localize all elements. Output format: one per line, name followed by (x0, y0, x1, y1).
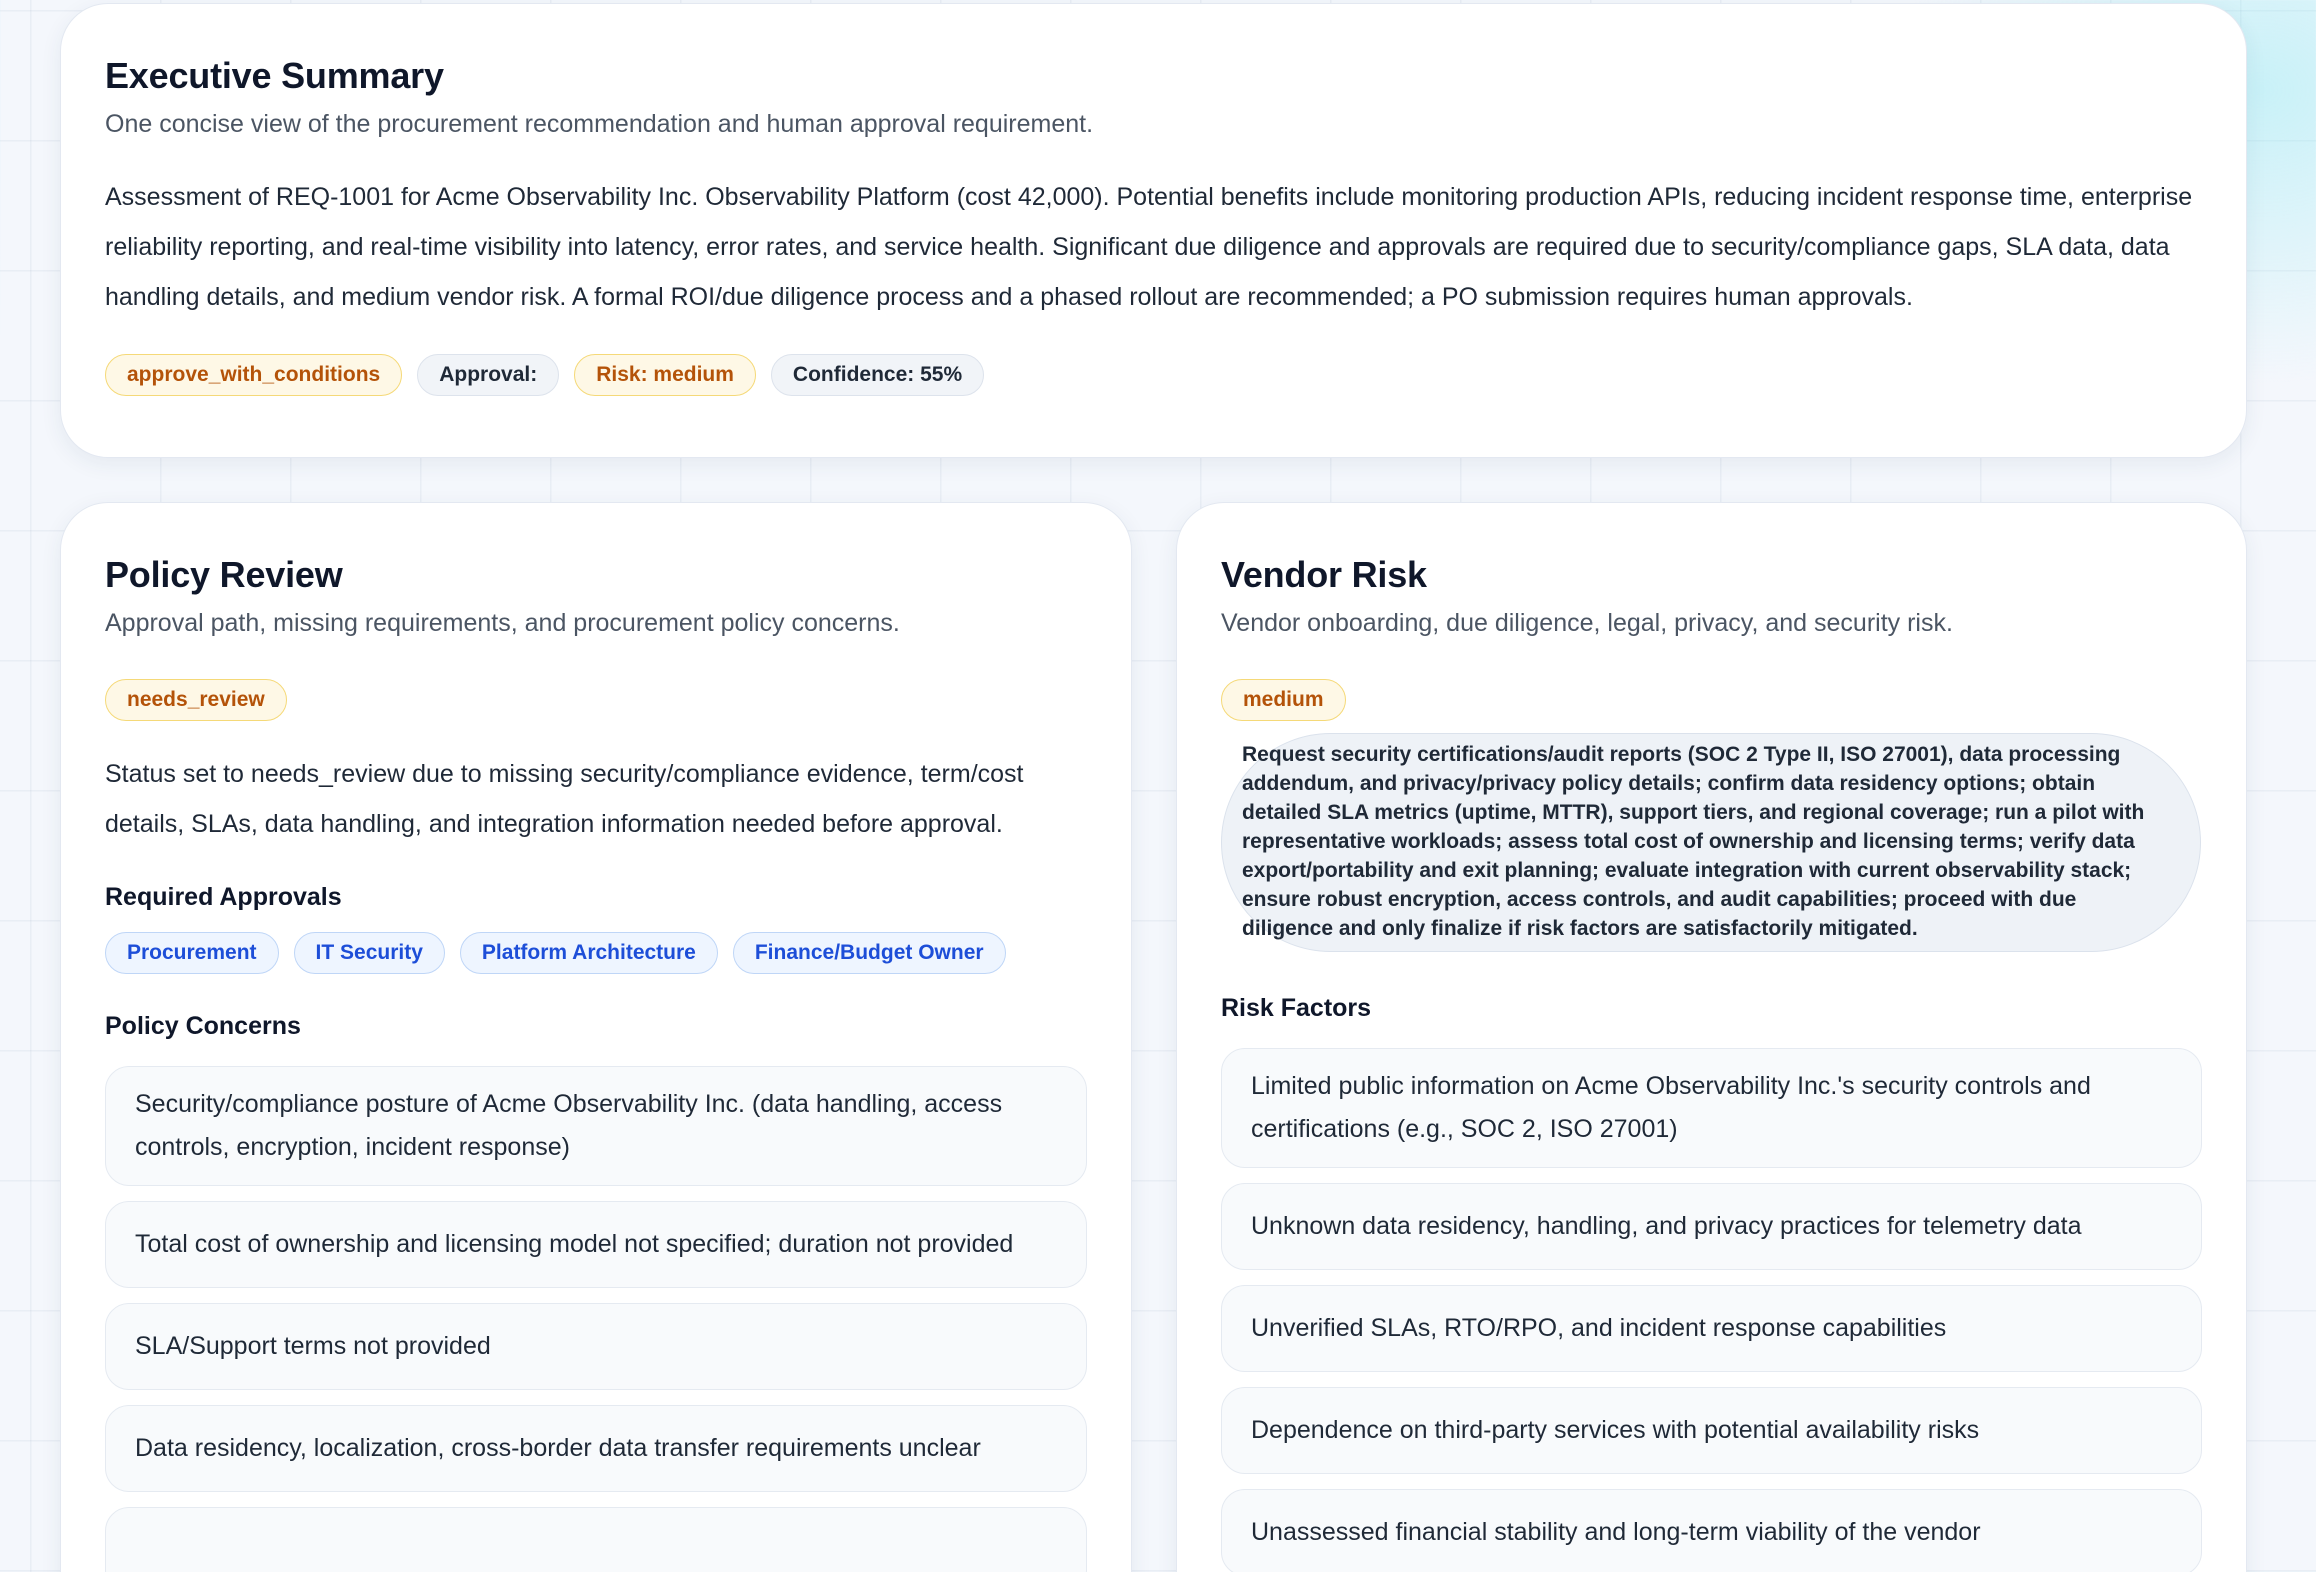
vendor-recommendation: Request security certifications/audit reports (SOC 2 Type II, ISO 27001), data processing addendum, and privacy/privacy policy details; confirm data residency options; obtain detailed SLA metrics (uptime, MTTR), support tiers, and regional coverage; run a pilot with representative workloads; assess total cost of ownership and licensing terms; verify data export/portability and exit planning; evaluate integration with current observability stack; ensure robust encryption, access controls, and audit capabilities; proceed with due diligence and only finalize if risk factors are satisfactorily mitigated. (1221, 733, 2201, 952)
risk-factors-heading: Risk Factors (1221, 994, 1372, 1022)
approval-badge: Approval: (417, 354, 559, 396)
policy-review-card (60, 502, 1132, 1572)
vendor-risk-level-row (1221, 679, 2202, 721)
approval-chip-finance-budget-owner: Finance/Budget Owner (733, 932, 1006, 974)
policy-title: Policy Review (105, 554, 343, 595)
decision-badge: approve_with_conditions (105, 354, 402, 396)
summary-title: Executive Summary (105, 55, 444, 96)
approval-chip-platform-architecture: Platform Architecture (460, 932, 718, 974)
summary-badges (105, 354, 2202, 396)
vendor-subtitle: Vendor onboarding, due diligence, legal, privacy, and security risk. (1221, 609, 1953, 637)
approval-chip-it-security: IT Security (294, 932, 445, 974)
approval-chip-procurement: Procurement (105, 932, 279, 974)
vendor-risk-level-badge: medium (1221, 679, 1346, 721)
list-item: Limited public information on Acme Observability Inc.'s security controls and certifications (e.g., SOC 2, ISO 27001) (1221, 1048, 2202, 1168)
required-approvals-heading: Required Approvals (105, 883, 342, 911)
policy-status-row (105, 679, 1087, 721)
policy-status-text: Status set to needs_review due to missing security/compliance evidence, term/cost details, SLAs, data handling, and integration information needed before approval. (105, 760, 1024, 838)
policy-concerns-list (105, 1066, 1087, 1572)
policy-status-badge: needs_review (105, 679, 287, 721)
list-item: Dependence on third-party services with potential availability risks (1221, 1387, 2202, 1474)
list-item: Security/compliance posture of Acme Observability Inc. (data handling, access controls, encryption, incident response) (105, 1066, 1087, 1186)
list-item: Data residency, localization, cross-border data transfer requirements unclear (105, 1405, 1087, 1492)
list-item: Unknown data residency, handling, and privacy practices for telemetry data (1221, 1183, 2202, 1270)
list-item: Unassessed financial stability and long-term viability of the vendor (1221, 1489, 2202, 1572)
list-item: Total cost of ownership and licensing model not specified; duration not provided (105, 1201, 1087, 1288)
policy-subtitle: Approval path, missing requirements, and procurement policy concerns. (105, 609, 900, 637)
executive-summary-card (60, 3, 2247, 458)
vendor-title: Vendor Risk (1221, 554, 1427, 595)
summary-text: Assessment of REQ-1001 for Acme Observability Inc. Observability Platform (cost 42,000). Potential benefits include monitoring production APIs, reducing incident response time, enterprise reliability reporting, and real-time visibility into latency, error rates, and service health. Significant due diligence and approvals are required due to security/compliance gaps, SLA data, data handling details, and medium vendor risk. A formal ROI/due diligence process and a phased rollout are recommended; a PO submission requires human approvals. (105, 183, 2193, 311)
vendor-risk-card (1176, 502, 2247, 1572)
list-item-partial (105, 1507, 1087, 1572)
risk-badge: Risk: medium (574, 354, 756, 396)
confidence-badge: Confidence: 55% (771, 354, 984, 396)
required-approvals-list (105, 932, 1087, 974)
policy-concerns-heading: Policy Concerns (105, 1012, 301, 1040)
summary-subtitle: One concise view of the procurement recommendation and human approval requirement. (105, 110, 1094, 138)
list-item: SLA/Support terms not provided (105, 1303, 1087, 1390)
list-item: Unverified SLAs, RTO/RPO, and incident response capabilities (1221, 1285, 2202, 1372)
risk-factors-list (1221, 1048, 2202, 1572)
